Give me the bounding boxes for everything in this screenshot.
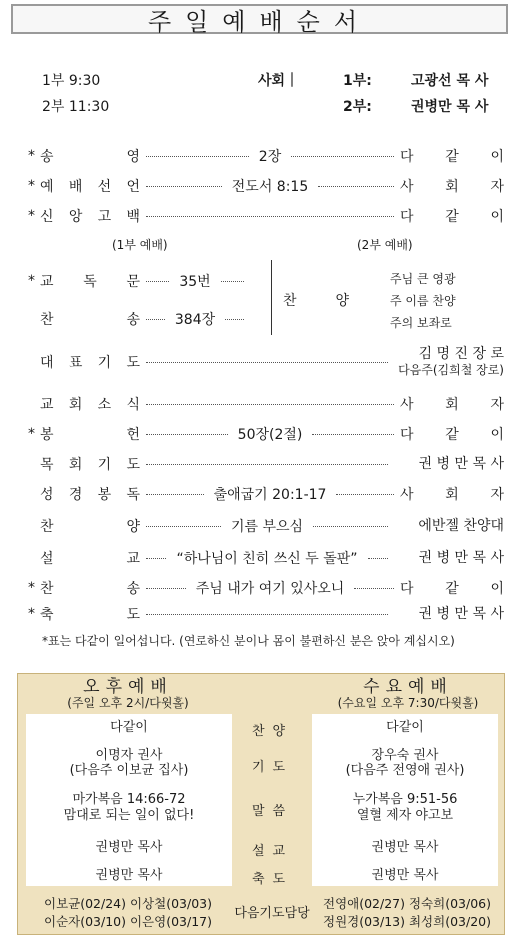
- leader-dots: [146, 216, 394, 217]
- wednesday-sermon-title: 열혈 제자 야고보: [356, 808, 454, 823]
- stand-marker: *: [28, 208, 35, 224]
- wednesday-header: 수요예배 (수요일 오후 7:30/다윗홀): [337, 677, 479, 710]
- order-row: [28, 578, 504, 598]
- order-row: [28, 548, 504, 568]
- leader-dots: [146, 319, 165, 320]
- order-label: 설 교: [40, 551, 140, 567]
- stand-marker: *: [28, 426, 35, 442]
- second-service-header: (2부 예배): [357, 238, 413, 252]
- order-row: [28, 484, 504, 504]
- first-service-time: 1부 9:30: [42, 73, 101, 89]
- order-row: [28, 516, 504, 536]
- stand-marker: *: [28, 148, 35, 164]
- order-label: 대 표 기 도: [40, 355, 140, 371]
- order-row: [28, 271, 250, 291]
- order-item: 50장(2절): [237, 427, 303, 443]
- stand-marker: *: [28, 580, 35, 596]
- order-row: [28, 604, 504, 624]
- order-row: [28, 309, 250, 329]
- order-item: “하나님이 친히 쓰신 두 돌판”: [176, 551, 358, 567]
- mid-label-word: 말씀: [251, 804, 294, 819]
- order-row: [28, 454, 504, 474]
- order-row: [28, 346, 504, 377]
- leader-dots: [146, 362, 388, 363]
- leader-dots: [146, 464, 388, 465]
- afternoon-praise: 다같이: [110, 720, 148, 735]
- leader-dots: [146, 156, 249, 157]
- wednesday-prayer-next: (다음주 전영애 권사): [345, 763, 465, 778]
- prayer-duty-afternoon-line2: 이순자(03/10) 이은영(03/17): [44, 914, 212, 929]
- order-leader: 사 회 자: [400, 397, 504, 413]
- bulletin-title: 주일예배순서: [11, 4, 508, 34]
- leader-dots: [146, 588, 186, 589]
- order-label: 송 영: [40, 149, 140, 165]
- order-leader: 다 같 이: [400, 427, 505, 443]
- leader-dots: [221, 281, 244, 282]
- order-label: 찬 양: [40, 519, 140, 535]
- order-leader: 사 회 자: [400, 487, 505, 503]
- leader-dots: [146, 494, 204, 495]
- leader-dots: [146, 558, 166, 559]
- order-label: 교 독 문: [40, 274, 140, 290]
- host2-name: 권병만 목 사: [411, 99, 489, 115]
- order-item: 주님 내가 여기 있사오니: [195, 581, 345, 597]
- afternoon-sermon-title: 맘대로 되는 일이 없다!: [63, 808, 195, 823]
- order-leader: 다 같 이: [400, 581, 504, 597]
- mid-label-prayer: 기도: [251, 760, 294, 775]
- order-leader: 다 같 이: [400, 209, 504, 225]
- second-service-time: 2부 11:30: [42, 99, 110, 115]
- order-item: 기름 부으심: [230, 519, 304, 535]
- leader-dots: [146, 281, 169, 282]
- order-leader: 다 같 이: [400, 149, 504, 165]
- divider-line: [271, 260, 272, 335]
- leader-dots: [146, 526, 221, 527]
- leader-dots: [312, 434, 394, 435]
- host1-name: 고광선 목 사: [411, 73, 489, 89]
- afternoon-scripture: 마가복음 14:66-72: [72, 792, 186, 807]
- host1-part: 1부:: [343, 73, 372, 89]
- order-item: 전도서 8:15: [231, 179, 309, 195]
- order-item: 35번: [179, 274, 211, 290]
- leader-dots: [146, 404, 394, 405]
- order-label: 찬 송: [40, 581, 140, 597]
- leader-dots: [336, 494, 394, 495]
- leader-dots: [313, 526, 388, 527]
- order-row: [28, 206, 504, 226]
- leader-dots: [146, 614, 388, 615]
- second-service-hymns: 주님 큰 영광 주 이름 찬양 주의 보좌로: [390, 272, 456, 330]
- order-leader: 권 병 만 목 사: [418, 456, 504, 472]
- order-leader: 권 병 만 목 사: [418, 606, 504, 622]
- weekly-services-table: [17, 673, 505, 935]
- order-row: [28, 176, 504, 196]
- leader-dots: [354, 588, 394, 589]
- wednesday-benediction: 권병만 목사: [371, 868, 439, 883]
- leader-dots: [291, 156, 394, 157]
- leader-dots: [146, 186, 222, 187]
- afternoon-preacher: 권병만 목사: [95, 840, 163, 855]
- leader-dots: [146, 434, 228, 435]
- prayer-duty-wednesday-line2: 정원경(03/13) 최성희(03/20): [323, 914, 491, 929]
- wednesday-prayer: 장우숙 권사: [371, 748, 439, 763]
- order-label: 목 회 기 도: [40, 457, 140, 473]
- order-item: 출애굽기 20:1-17: [213, 487, 327, 503]
- afternoon-benediction: 권병만 목사: [95, 868, 163, 883]
- stand-marker: *: [28, 606, 35, 622]
- order-label: 예 배 선 언: [40, 179, 140, 195]
- order-row: [28, 394, 504, 414]
- wednesday-preacher: 권병만 목사: [371, 840, 439, 855]
- order-item: 384장: [174, 312, 216, 328]
- host-label: 사회｜: [258, 73, 300, 89]
- stand-marker: *: [28, 178, 35, 194]
- order-row: [28, 146, 504, 166]
- standing-note: *표는 다같이 일어섭니다. (연로하신 분이나 몸이 불편하신 분은 앉아 계십시오): [42, 634, 455, 648]
- wednesday-praise: 다같이: [386, 720, 424, 735]
- prayer-duty-afternoon-line1: 이보균(02/24) 이상철(03/03): [44, 896, 212, 911]
- order-leader: 권 병 만 목 사: [418, 550, 505, 566]
- order-label: 신 앙 고 백: [40, 209, 140, 225]
- first-service-header: (1부 예배): [112, 238, 168, 252]
- mid-label-praise: 찬양: [251, 724, 294, 739]
- mid-label-sermon: 설교: [251, 844, 294, 859]
- order-label: 봉 헌: [40, 427, 140, 443]
- order-label: 교 회 소 식: [40, 397, 140, 413]
- leader-dots: [368, 558, 388, 559]
- host2-part: 2부:: [343, 99, 372, 115]
- stand-marker: *: [28, 273, 35, 289]
- afternoon-header: 오후예배 (주일 오후 2시/다윗홀): [67, 677, 189, 710]
- order-leader: 에반젤 찬양대: [418, 518, 505, 534]
- second-service-hymn-label: 찬 양: [283, 293, 349, 309]
- leader-dots: [318, 186, 394, 187]
- order-leader: 사 회 자: [400, 179, 504, 195]
- leader-dots: [225, 319, 244, 320]
- afternoon-prayer: 이명자 권사: [95, 748, 163, 763]
- order-leader: 김 명 진 장 로 다음주(김희철 장로): [398, 346, 504, 377]
- mid-label-benediction: 축도: [251, 872, 294, 887]
- prayer-duty-label: 다음기도담당: [234, 906, 310, 921]
- order-label: 성 경 봉 독: [40, 487, 140, 503]
- order-label: 찬 송: [40, 312, 140, 328]
- wednesday-scripture: 누가복음 9:51-56: [352, 792, 458, 807]
- order-label: 축 도: [40, 607, 140, 623]
- order-row: [28, 424, 504, 444]
- order-item: 2장: [258, 149, 282, 165]
- prayer-duty-wednesday-line1: 전영애(02/27) 정숙희(03/06): [323, 896, 491, 911]
- afternoon-prayer-next: (다음주 이보균 집사): [69, 763, 189, 778]
